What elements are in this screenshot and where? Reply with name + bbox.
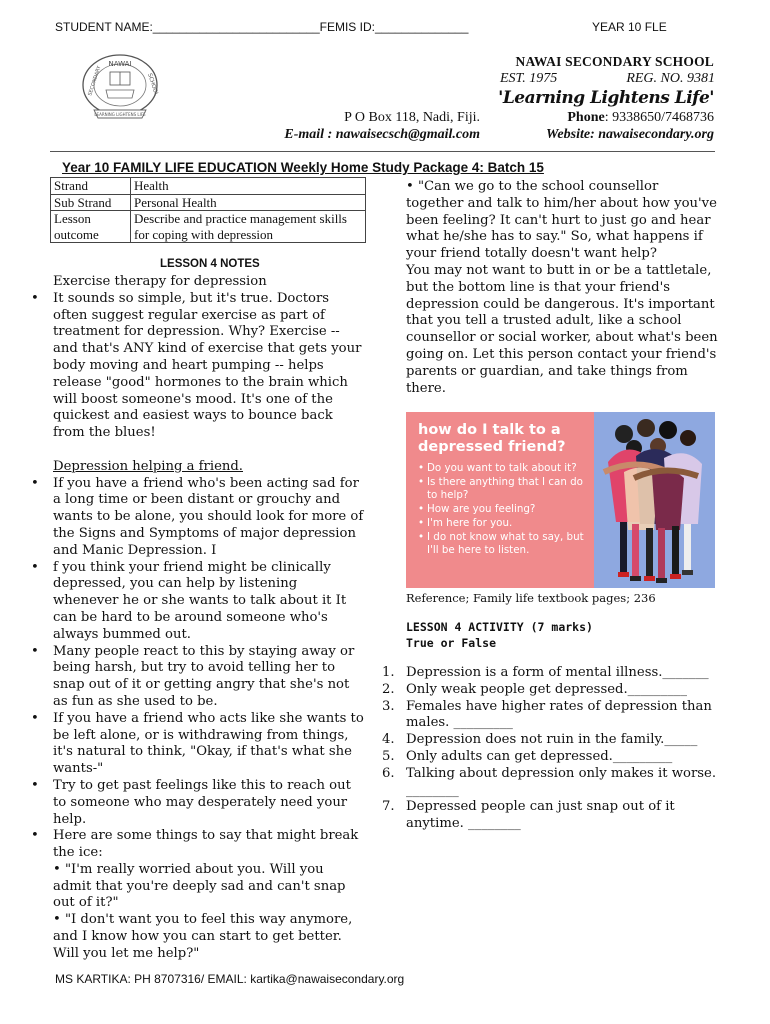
- list-item: [31, 559, 365, 644]
- question-item[interactable]: [382, 699, 722, 733]
- table-row: [51, 211, 366, 243]
- question-item[interactable]: [382, 766, 722, 800]
- question-number: 4.: [382, 732, 395, 748]
- infographic-title: how do I talk to a depressed friend?: [418, 422, 566, 455]
- trusted-adult-paragraph: You may not want to butt in or be a tattletale, but the bottom line is that your friend's depression could be dangerous. It's important that you tell a trusted adult, like a school counsellor or social worker, about what's been going on. Let this person contact your friend's parents or guardian, and take things from there.: [406, 262, 718, 396]
- therapy-heading: Exercise therapy for depression: [53, 274, 267, 289]
- question-item[interactable]: [382, 749, 722, 766]
- list-item: [31, 643, 365, 711]
- table-row: [51, 178, 366, 195]
- question-text: Depressed people can just snap out of it anytime. ________: [406, 799, 675, 832]
- list-item: [31, 777, 365, 828]
- list-item: • Do you want to talk about it?: [418, 462, 594, 476]
- helping-point: f you think your friend might be clinically depressed, you can help by listening whenever he or she wants to talk about it It can be hard to be around someone who's always bummed out.: [53, 559, 347, 642]
- question-text: Females have higher rates of depression than males. _________: [406, 698, 712, 731]
- school-motto: 'Learning Lightens Life': [498, 88, 714, 108]
- student-name-femis-line: STUDENT NAME:_________________________FEMIS ID:______________: [55, 20, 469, 34]
- list-item: [31, 710, 365, 778]
- school-email: E-mail : nawaisecsch@gmail.com: [284, 127, 480, 142]
- list-item: [31, 828, 365, 862]
- table-row: [51, 194, 366, 211]
- sub-strand-value: Personal Health: [131, 194, 366, 211]
- logo-ribbon-text: LEARNING LIGHTENS LIFE: [94, 112, 146, 117]
- question-item[interactable]: [382, 665, 722, 682]
- ice-breaker-quote: • "I'm really worried about you. Will you admit that you're deeply sad and can't snap out of it?": [53, 861, 346, 911]
- school-website: Website: nawaisecondary.org: [546, 127, 714, 142]
- activity-heading: [406, 620, 593, 651]
- teacher-contact-footer: MS KARTIKA: PH 8707316/ EMAIL: kartika@nawaisecondary.org: [55, 972, 405, 986]
- reference-note: Reference; Family life textbook pages; 236: [406, 591, 656, 605]
- question-text: Talking about depression only makes it worse. ________: [406, 765, 717, 798]
- bullet-icon: •: [31, 710, 39, 726]
- strand-label: Strand: [51, 178, 131, 195]
- logo-top-text: NAWAI: [108, 60, 132, 68]
- strand-value: Health: [131, 178, 366, 195]
- list-item: • Is there anything that I can do to help?: [418, 476, 594, 503]
- question-text: Only adults can get depressed._________: [406, 748, 673, 764]
- header-divider: [50, 151, 715, 152]
- list-item: [31, 475, 365, 560]
- bullet-icon: •: [31, 828, 39, 844]
- question-number: 7.: [382, 799, 395, 815]
- bullet-icon: •: [31, 643, 39, 659]
- therapy-text: It sounds so simple, but it's true. Doctors often suggest regular exercise as part of treatment for depression. Why? Exercise -- and that's ANY kind of exercise that gets your body moving and heart pumping -- helps release "good" hormones to the brain which will boost someone's mood. It's one of the quickest and easiest ways to bounce back from the blues!: [53, 290, 362, 441]
- helping-point: Here are some things to say that might break the ice:: [53, 828, 359, 861]
- question-item[interactable]: [382, 682, 722, 699]
- establishment-line: [500, 71, 715, 87]
- postal-address: P O Box 118, Nadi, Fiji.: [344, 110, 480, 125]
- package-title: Year 10 FAMILY LIFE EDUCATION Weekly Home Study Package 4: Batch 15: [62, 160, 544, 175]
- question-text: Only weak people get depressed._________: [406, 681, 687, 697]
- question-item[interactable]: [382, 799, 722, 833]
- helping-point: If you have a friend who's been acting sad for a long time or been distant or grouchy and wants to be alone, you should look for more of the Signs and Symptoms of major depression and Manic Depression. I: [53, 475, 364, 558]
- true-false-questions: [382, 665, 722, 833]
- question-number: 5.: [382, 748, 395, 764]
- question-text: Depression does not ruin in the family._____: [406, 732, 698, 748]
- helping-point: Try to get past feelings like this to reach out to someone who may desperately need your help.: [53, 777, 351, 827]
- ice-breaker-quote: • "I don't want you to feel this way anymore, and I know how you can start to get better. Will you let me help?": [53, 912, 353, 961]
- infographic-list: [418, 462, 594, 558]
- people-hugging-icon: [594, 412, 715, 588]
- logo-right-text: SCHOOL: [146, 72, 159, 97]
- question-item[interactable]: [382, 732, 722, 749]
- helping-point: If you have a friend who acts like she wants to be left alone, or is withdrawing from things, it's natural to think, "Okay, if that's what she wants-": [53, 710, 364, 777]
- bullet-icon: •: [31, 475, 39, 491]
- list-item: • How are you feeling?: [418, 503, 594, 517]
- lesson-outcome-label: Lesson outcome: [51, 211, 131, 243]
- activity-title: LESSON 4 ACTIVITY (7 marks): [406, 620, 593, 634]
- infographic-text-panel: [406, 412, 594, 588]
- activity-subtitle: True or False: [406, 635, 497, 650]
- question-number: 1.: [382, 665, 395, 680]
- question-text: Depression is a form of mental illness._______: [406, 665, 709, 680]
- phone-line: [567, 110, 714, 126]
- list-item: • I do not know what to say, but I'll be here to listen.: [418, 531, 594, 558]
- phone-label: Phone: [567, 110, 605, 125]
- year-label: YEAR 10 FLE: [592, 20, 667, 34]
- phone-number: : 9338650/7468736: [604, 110, 714, 125]
- bullet-icon: •: [31, 777, 39, 793]
- school-logo: [80, 52, 160, 124]
- logo-left-text: SECONDARY: [87, 65, 103, 97]
- lesson-outcome-value: Describe and practice management skills for coping with depression: [131, 211, 366, 243]
- helping-point: Many people react to this by staying away or being harsh, but try to avoid telling her to snap out of it or getting angry that she's not as fun as she used to be.: [53, 643, 355, 709]
- right-column: [406, 179, 718, 397]
- group-hug-illustration: [594, 412, 715, 588]
- lesson-info-table: [50, 177, 366, 243]
- registration-number: REG. NO. 9381: [626, 71, 715, 86]
- sub-strand-label: Sub Strand: [51, 194, 131, 211]
- bullet-icon: •: [31, 559, 39, 575]
- infographic-image: [406, 412, 715, 588]
- question-number: 6.: [382, 765, 395, 781]
- question-number: 2.: [382, 681, 395, 697]
- list-item: • I'm here for you.: [418, 517, 594, 531]
- helping-friend-heading: Depression helping a friend.: [53, 458, 243, 474]
- bullet-icon: •: [31, 290, 39, 306]
- lesson-notes-heading: LESSON 4 NOTES: [160, 258, 260, 270]
- est-year: EST. 1975: [500, 71, 558, 86]
- left-column: [31, 274, 365, 963]
- list-item: [31, 290, 365, 442]
- school-name: NAWAI SECONDARY SCHOOL: [515, 54, 714, 69]
- counsellor-quote: • "Can we go to the school counsellor together and talk to him/her about how you've been feeling? It can't hurt to just go and hear what he/she has to say." So, what happens if your friend totally doesn't want help?: [406, 179, 717, 262]
- question-number: 3.: [382, 698, 395, 714]
